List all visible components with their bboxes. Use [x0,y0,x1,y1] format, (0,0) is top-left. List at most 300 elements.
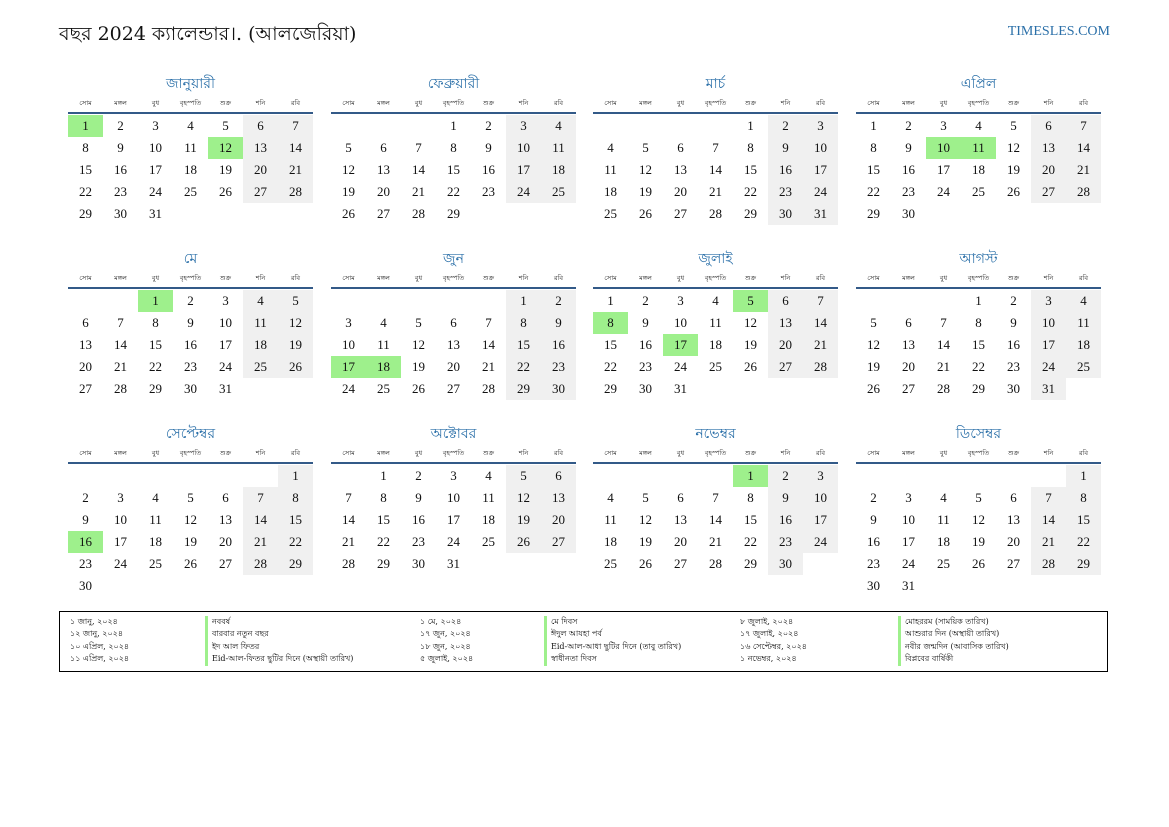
empty-cell [366,115,401,137]
weekday-label: রবি [1078,274,1089,282]
day-cell: 29 [79,206,92,221]
day-cell: 29 [972,381,985,396]
day-cell: 1 [870,118,877,133]
weekday-label: বৃহস্পতি [179,274,202,282]
holiday-cell: 18 [366,356,401,378]
day-cell: 12 [412,337,425,352]
month-name: এপ্রিল [960,76,997,92]
day-cell: 5 [870,315,877,330]
day-cell: 22 [506,356,541,378]
day-cell: 3 [1031,290,1066,312]
weekday-label: বুধ [414,449,423,457]
day-cell: 10 [447,490,460,505]
day-cell: 30 [184,381,197,396]
day-cell: 13 [1031,137,1066,159]
day-cell: 19 [342,184,355,199]
weekday-label: বুধ [151,99,160,107]
day-cell: 10 [506,137,541,159]
day-cell: 17 [902,534,915,549]
month-calendar [856,422,1101,597]
day-cell: 4 [541,115,576,137]
empty-cell [856,465,891,487]
day-cell: 23 [114,184,127,199]
day-cell: 8 [152,315,159,330]
weekday-label: বুধ [676,274,685,282]
day-cell: 18 [1066,334,1101,356]
weekday-label: বৃহস্পতি [442,449,465,457]
day-cell: 27 [219,556,232,571]
day-cell: 22 [278,531,313,553]
month-name: জানুয়ারী [166,76,215,92]
day-cell: 7 [1066,115,1101,137]
day-cell: 21 [278,159,313,181]
day-cell: 15 [447,162,460,177]
day-cell: 15 [1066,509,1101,531]
weekday-header [593,271,838,289]
legend-date: ১৭ জুন, ২০২৪ [420,629,471,639]
day-cell: 18 [604,184,617,199]
month-calendar [68,72,313,225]
legend-holiday-name: স্বাধীনতা দিবস [544,653,681,665]
day-cell: 18 [149,534,162,549]
day-cell: 26 [972,556,985,571]
day-cell: 14 [709,512,722,527]
day-cell: 16 [768,159,803,181]
day-cell: 6 [82,315,89,330]
day-cell: 15 [744,162,757,177]
day-cell: 10 [803,487,838,509]
day-cell: 12 [639,512,652,527]
day-cell: 14 [243,509,278,531]
day-cell: 16 [902,162,915,177]
day-cell: 11 [709,315,722,330]
day-cell: 7 [712,490,719,505]
weekday-label: মঙ্গল [639,449,652,457]
day-cell: 24 [447,534,460,549]
weekday-label: বুধ [939,99,948,107]
day-cell: 8 [747,490,754,505]
weekday-header [856,96,1101,114]
day-cell: 15 [604,337,617,352]
day-cell: 10 [114,512,127,527]
day-cell: 7 [712,140,719,155]
day-cell: 30 [79,578,92,593]
day-cell: 6 [677,490,684,505]
legend-date: ১ জানু, ২০২৪ [70,617,118,626]
legend-date: ১৭ জুলাই, ২০২৪ [740,629,799,639]
day-cell: 2 [82,490,89,505]
empty-cell [628,115,663,137]
day-cell: 17 [803,159,838,181]
weekday-label: শুক্র [1007,99,1020,107]
weekday-label: বুধ [414,99,423,107]
month-name: ফেব্রুয়ারী [427,76,480,92]
weekday-label: শুক্র [482,274,495,282]
day-cell: 8 [506,312,541,334]
legend-holiday-name: নবীর জন্মদিন (আবাসিক তারিখ) [898,641,1009,653]
day-cell: 27 [541,531,576,553]
day-cell: 3 [803,465,838,487]
day-cell: 30 [639,381,652,396]
day-cell: 26 [867,381,880,396]
day-cell: 14 [482,337,495,352]
day-cell: 21 [243,531,278,553]
day-cell: 27 [768,356,803,378]
day-cell: 30 [412,556,425,571]
day-cell: 6 [1031,115,1066,137]
legend-name-column [898,616,1009,666]
day-cell: 10 [674,315,687,330]
weekday-label: বুধ [151,449,160,457]
weekday-label: রবি [290,449,301,457]
day-cell: 15 [506,334,541,356]
legend-date: ১১ এপ্রিল, ২০২৪ [70,654,130,664]
day-cell: 27 [1031,181,1066,203]
legend-date: ১০ এপ্রিল, ২০২৪ [70,641,130,651]
day-cell: 4 [187,118,194,133]
day-cell: 13 [902,337,915,352]
empty-cell [366,290,401,312]
day-cell: 8 [450,140,457,155]
day-cell: 12 [1007,140,1020,155]
day-cell: 3 [450,468,457,483]
weekday-header [68,271,313,289]
day-cell: 28 [412,206,425,221]
day-cell: 30 [114,206,127,221]
day-cell: 14 [937,337,950,352]
weekday-header [593,446,838,464]
empty-cell [891,290,926,312]
weekday-label: বৃহস্পতি [967,449,990,457]
month-calendar [331,422,576,575]
day-cell: 29 [278,553,313,575]
holiday-cell: 11 [961,137,996,159]
day-cell: 22 [972,359,985,374]
day-cell: 22 [867,184,880,199]
day-cell: 25 [184,184,197,199]
legend-holiday-name: মে দিবস [544,616,681,628]
day-cell: 17 [937,162,950,177]
day-cell: 15 [79,162,92,177]
day-cell: 5 [642,140,649,155]
weekday-header [68,446,313,464]
weekday-label: রবি [815,99,826,107]
day-cell: 1 [1066,465,1101,487]
day-cell: 25 [937,556,950,571]
weekday-label: শনি [255,274,266,282]
day-cell: 11 [604,512,617,527]
day-cell: 10 [149,140,162,155]
day-cell: 24 [342,381,355,396]
month-calendar [593,247,838,400]
legend-holiday-name: বারবার নতুন বছর [205,628,353,640]
weekday-label: বুধ [414,274,423,282]
weekday-label: রবি [553,449,564,457]
empty-cell [698,465,733,487]
day-cell: 23 [1007,359,1020,374]
day-cell: 26 [639,556,652,571]
day-cell: 6 [905,315,912,330]
day-cell: 9 [415,490,422,505]
day-cell: 9 [117,140,124,155]
legend-date: ১৮ জুন, ২০২৪ [420,641,471,651]
day-cell: 20 [243,159,278,181]
day-cell: 31 [219,381,232,396]
day-cell: 23 [768,181,803,203]
day-cell: 22 [377,534,390,549]
day-cell: 20 [674,184,687,199]
day-cell: 26 [219,184,232,199]
day-cell: 9 [541,312,576,334]
day-cell: 24 [902,556,915,571]
day-cell: 25 [1066,356,1101,378]
weekday-label: সোম [79,99,92,107]
month-calendar [593,72,838,225]
day-cell: 23 [79,556,92,571]
weekday-label: বৃহস্পতি [442,274,465,282]
day-cell: 26 [412,381,425,396]
day-cell: 26 [639,206,652,221]
day-cell: 24 [937,184,950,199]
empty-cell [663,465,698,487]
day-cell: 12 [506,487,541,509]
day-cell: 16 [184,337,197,352]
legend-date: ১ নভেম্বর, ২০২৪ [740,654,797,664]
weekday-label: শনি [518,449,529,457]
day-cell: 25 [604,556,617,571]
day-cell: 11 [482,490,495,505]
day-cell: 27 [377,206,390,221]
day-cell: 9 [642,315,649,330]
holiday-cell: 17 [663,334,698,356]
month-calendar [856,72,1101,225]
day-cell: 9 [768,487,803,509]
day-cell: 17 [803,509,838,531]
day-cell: 18 [604,534,617,549]
weekday-label: মঙ্গল [902,449,915,457]
day-cell: 7 [243,487,278,509]
day-cell: 12 [972,512,985,527]
weekday-label: রবি [815,449,826,457]
day-cell: 16 [768,509,803,531]
empty-cell [628,465,663,487]
day-cell: 24 [803,531,838,553]
day-cell: 13 [541,487,576,509]
day-cell: 24 [114,556,127,571]
day-cell: 7 [278,115,313,137]
month-name: আগস্ট [959,251,998,267]
day-cell: 5 [278,290,313,312]
day-cell: 4 [975,118,982,133]
day-cell: 20 [902,359,915,374]
day-cell: 21 [342,534,355,549]
day-cell: 14 [709,162,722,177]
day-grid [593,290,838,400]
day-cell: 4 [607,490,614,505]
weekday-header [68,96,313,114]
day-cell: 2 [905,118,912,133]
day-cell: 15 [972,337,985,352]
weekday-label: বুধ [939,449,948,457]
weekday-label: মঙ্গল [377,274,390,282]
month-name: অক্টোবর [430,426,477,442]
weekday-label: বৃহস্পতি [442,99,465,107]
holiday-cell: 5 [733,290,768,312]
weekday-label: বৃহস্পতি [704,274,727,282]
weekday-header [331,446,576,464]
weekday-label: শনি [518,99,529,107]
day-cell: 19 [972,534,985,549]
day-cell: 2 [117,118,124,133]
month-calendar [856,247,1101,400]
day-cell: 17 [149,162,162,177]
day-cell: 7 [345,490,352,505]
weekday-label: শনি [1043,274,1054,282]
weekday-label: শুক্র [482,99,495,107]
day-cell: 2 [768,465,803,487]
weekday-label: শনি [780,274,791,282]
day-cell: 2 [485,118,492,133]
weekday-label: সোম [604,99,617,107]
day-cell: 31 [1031,378,1066,400]
day-cell: 13 [79,337,92,352]
weekday-label: বুধ [676,449,685,457]
day-grid [856,465,1101,597]
legend-holiday-name: মোহররম (সাময়িক তারিখ) [898,616,1009,628]
day-cell: 7 [415,140,422,155]
day-cell: 8 [278,487,313,509]
month-name: সেপ্টেম্বর [165,426,216,442]
day-cell: 6 [222,490,229,505]
day-cell: 16 [482,162,495,177]
weekday-label: রবি [290,99,301,107]
day-cell: 17 [219,337,232,352]
day-cell: 30 [541,378,576,400]
day-cell: 4 [712,293,719,308]
day-cell: 8 [380,490,387,505]
weekday-label: শনি [255,99,266,107]
day-cell: 28 [243,553,278,575]
page-title: বছর 2024 ক্যালেন্ডার।. (আলজেরিয়া) [59,23,357,45]
day-cell: 13 [377,162,390,177]
weekday-header [331,96,576,114]
day-cell: 5 [345,140,352,155]
day-cell: 26 [506,531,541,553]
day-cell: 1 [747,118,754,133]
day-cell: 28 [937,381,950,396]
day-cell: 1 [975,293,982,308]
day-cell: 22 [744,184,757,199]
day-grid [593,115,838,225]
day-cell: 23 [867,556,880,571]
day-cell: 6 [541,465,576,487]
legend-date: ১২ জানু, ২০২৪ [70,629,124,639]
day-cell: 24 [674,359,687,374]
day-cell: 27 [674,206,687,221]
site-link[interactable]: TIMESLES.COM [1007,24,1110,39]
day-cell: 5 [975,490,982,505]
weekday-label: শনি [255,449,266,457]
day-cell: 3 [117,490,124,505]
day-cell: 3 [506,115,541,137]
legend-holiday-name: বিপ্লবের বার্ষিকী [898,653,1009,665]
day-cell: 27 [79,381,92,396]
day-cell: 8 [747,140,754,155]
day-cell: 29 [377,556,390,571]
empty-cell [891,465,926,487]
legend-name-column [544,616,681,666]
weekday-label: শনি [1043,99,1054,107]
day-cell: 29 [506,378,541,400]
empty-cell [593,115,628,137]
day-cell: 16 [639,337,652,352]
day-cell: 13 [243,137,278,159]
day-cell: 25 [243,356,278,378]
day-cell: 22 [447,184,460,199]
empty-cell [173,465,208,487]
weekday-label: শুক্র [744,274,757,282]
day-cell: 9 [1010,315,1017,330]
day-cell: 15 [278,509,313,531]
day-cell: 11 [1066,312,1101,334]
weekday-label: বুধ [151,274,160,282]
day-cell: 30 [768,553,803,575]
day-cell: 24 [506,181,541,203]
day-cell: 7 [117,315,124,330]
day-cell: 18 [972,162,985,177]
day-cell: 18 [243,334,278,356]
month-calendar [331,72,576,225]
weekday-label: শুক্র [219,274,232,282]
legend-date-column [70,616,129,666]
holiday-cell: 1 [138,290,173,312]
empty-cell [68,465,103,487]
day-cell: 15 [149,337,162,352]
empty-cell [663,115,698,137]
weekday-label: সোম [79,449,92,457]
day-cell: 24 [803,181,838,203]
day-cell: 3 [803,115,838,137]
empty-cell [68,290,103,312]
weekday-label: বৃহস্পতি [179,449,202,457]
weekday-label: সোম [867,274,880,282]
day-cell: 12 [342,162,355,177]
day-cell: 31 [447,556,460,571]
day-cell: 28 [482,381,495,396]
day-cell: 29 [604,381,617,396]
day-cell: 21 [114,359,127,374]
day-cell: 25 [541,181,576,203]
day-cell: 9 [905,140,912,155]
weekday-label: বৃহস্পতি [967,274,990,282]
day-cell: 10 [219,315,232,330]
day-grid [331,465,576,575]
weekday-label: সোম [604,449,617,457]
day-cell: 1 [380,468,387,483]
day-cell: 28 [803,356,838,378]
day-cell: 12 [867,337,880,352]
day-cell: 21 [803,334,838,356]
day-cell: 11 [243,312,278,334]
day-cell: 10 [902,512,915,527]
weekday-label: সোম [342,449,355,457]
day-cell: 10 [1031,312,1066,334]
empty-cell [856,290,891,312]
day-cell: 27 [902,381,915,396]
weekday-label: মঙ্গল [377,99,390,107]
day-cell: 20 [1031,159,1066,181]
day-cell: 14 [278,137,313,159]
